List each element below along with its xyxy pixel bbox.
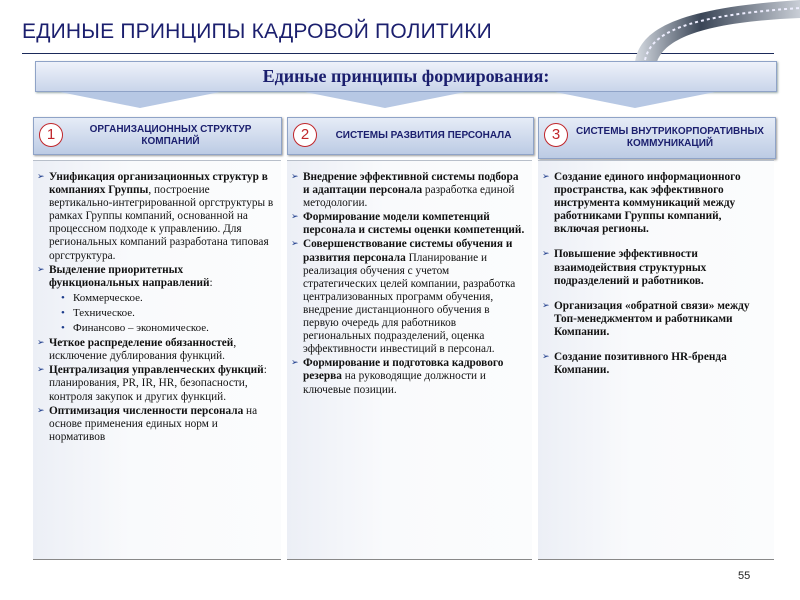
- column-heading: ОРГАНИЗАЦИОННЫХ СТРУКТУР КОМПАНИЙ: [89, 124, 252, 147]
- list-item: ➢ Создание единого информационного пространства, как эффективного инструмента коммуникаций между работниками Группы компаний, включая регионы.: [542, 171, 760, 236]
- column-header-3: [538, 117, 776, 159]
- list-item: ➢ Формирование и подготовка кадрового резерва на руководящие должности и ключевые позиции.: [291, 357, 526, 396]
- banner-text: Единые принципы формирования:: [262, 66, 550, 86]
- list-item: ➢ Формирование модели компетенций персонала и системы оценки компетенций.: [291, 211, 526, 237]
- list-item: ➢ Организация «обратной связи» между Топ-менеджментом и работниками Компании.: [542, 300, 760, 339]
- list-item: ➢ Централизация управленческих функций: планирования, PR, IR, HR, безопасности, контроля закупок и других функций.: [37, 364, 275, 403]
- list-item: ➢ Четкое распределение обязанностей, исключение дублирования функций.: [37, 337, 275, 363]
- list-item: ➢ Внедрение эффективной системы подбора и адаптации персонала разработка единой методологии.: [291, 171, 526, 210]
- list-item: ➢ Создание позитивного HR-бренда Компании.: [542, 351, 760, 377]
- column-body-1: [33, 160, 281, 560]
- list-item: ➢ Повышение эффективности взаимодействия структурных подразделений и работников.: [542, 248, 760, 287]
- column-header-1: [33, 117, 282, 155]
- column-heading: СИСТЕМЫ РАЗВИТИЯ ПЕРСОНАЛА: [335, 130, 512, 141]
- column-body-3: [538, 160, 774, 560]
- number-badge: 3: [544, 123, 568, 147]
- sub-list-item: • Техническое.: [37, 307, 275, 320]
- list-item: ➢ Оптимизация численности персонала на основе применения единых норм и нормативов: [37, 405, 275, 444]
- arrow-down-icon: [555, 92, 715, 108]
- page-number: 55: [738, 570, 751, 582]
- slide-title: ЕДИНЫЕ ПРИНЦИПЫ КАДРОВОЙ ПОЛИТИКИ: [22, 20, 492, 43]
- column-body-2: [287, 160, 532, 560]
- list-item: ➢ Совершенствование системы обучения и развития персонала Планирование и реализация обучения с учетом стратегических целей компании, разработка централизованных программ обучения, внедрение дистанционного обучения в первую очередь для работников региональных подразделений, оценка эффективности инвестиций в персонал.: [291, 238, 526, 356]
- number-badge: 1: [39, 123, 63, 147]
- list-item: ➢ Выделение приоритетных функциональных направлений:: [37, 264, 275, 290]
- film-strip-decoration-icon: [615, 0, 800, 62]
- column-heading: СИСТЕМЫ ВНУТРИКОРПОРАТИВНЫХ КОММУНИКАЦИЙ: [576, 126, 764, 149]
- column-header-2: [287, 117, 534, 155]
- number-badge: 2: [293, 123, 317, 147]
- sub-list-item: • Коммерческое.: [37, 292, 275, 305]
- arrow-down-icon: [60, 92, 220, 108]
- arrow-down-icon: [305, 92, 465, 108]
- sub-list-item: • Финансово – экономическое.: [37, 322, 275, 335]
- list-item: ➢ Унификация организационных структур в компаниях Группы, построение вертикально-интегрированной оргструктуры в рамках Группы компаний, основанной на процессном подходе к управлению. Для региональных компаний разработана типовая оргструктура.: [37, 171, 275, 263]
- principles-banner: [35, 61, 777, 92]
